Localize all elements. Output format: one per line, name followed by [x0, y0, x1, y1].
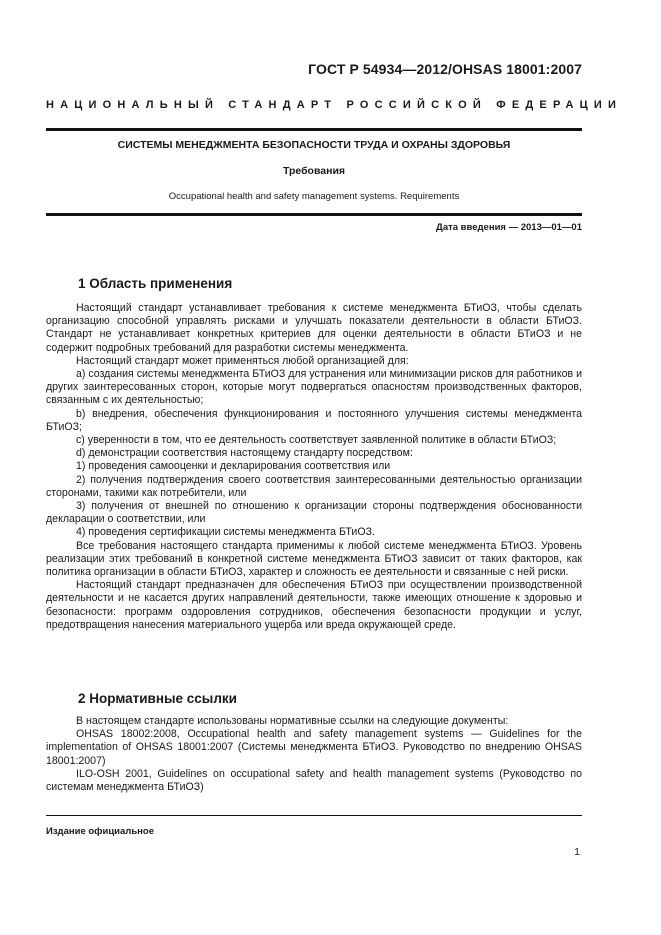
list-item: 4) проведения сертификации системы менеджмента БТиОЗ. [76, 526, 375, 539]
official-edition-label: Издание официальное [46, 826, 154, 837]
list-item: а) создания системы менеджмента БТиОЗ для устранения или минимизации рисков для работников и других заинтересованных сторон, которые могут подвергаться опасностям производственных факторов, связанным с их деятельностью; [46, 368, 582, 407]
list-item: c) уверенности в том, что ее деятельность соответствует заявленной политике в области БТиОЗ; [76, 434, 557, 447]
paragraph: В настоящем стандарте использованы нормативные ссылки на следующие документы: [76, 715, 509, 727]
national-standard-heading: НАЦИОНАЛЬНЫЙ СТАНДАРТ РОССИЙСКОЙ ФЕДЕРАЦИИ [46, 99, 623, 111]
english-title: Occupational health and safety management systems. Requirements [168, 191, 460, 202]
reference-item: ILO-OSH 2001, Guidelines on occupational safety and health management systems (Руководство по системам менеджмента БТиОЗ) [46, 767, 582, 794]
paragraph: Настоящий стандарт может применяться любой организацией для: [76, 354, 409, 367]
list-item: 3) получения от внешней по отношению к организации стороны подтверждения обоснованности декларации о соответствии, или [46, 500, 582, 526]
standard-title: СИСТЕМЫ МЕНЕДЖМЕНТА БЕЗОПАСНОСТИ ТРУДА И ОХРАНЫ ЗДОРОВЬЯ [117, 139, 511, 151]
title-bottom-rule [46, 213, 582, 216]
section-body-references [46, 715, 582, 794]
footer-rule [46, 815, 582, 816]
introduction-date: Дата введения — 2013—01—01 [436, 222, 582, 233]
section-heading-references: 2 Нормативные ссылки [78, 691, 237, 706]
section-body-scope [46, 302, 582, 632]
section-heading-scope: 1 Область применения [78, 276, 233, 291]
list-item: 2) получения подтверждения своего соответствия заинтересованными деятельностью организации сторонами, такими как потребители, или [46, 473, 582, 499]
reference-item: OHSAS 18002:2008, Occupational health and safety management systems — Guidelines for the implementation of OHSAS 18001:2007 (Системы менеджмента БТиОЗ. Руководство по внедрению OHSAS 18001:2007) [46, 728, 582, 767]
standard-subtitle: Требования [282, 165, 346, 177]
document-code: ГОСТ Р 54934—2012/OHSAS 18001:2007 [308, 61, 582, 77]
top-rule [46, 128, 582, 131]
paragraph: Настоящий стандарт предназначен для обеспечения БТиОЗ при осуществлении производственной деятельности и не касается других направлений деятельности, также имеющих отношение к здоровью и безопасности: программ оздоровления сотрудников, обеспечения безопасности продукции и услуг, предотвращения нанесения материального ущерба или вреда окружающей среде. [46, 579, 582, 631]
paragraph: Все требования настоящего стандарта применимы к любой системе менеджмента БТиОЗ. Уровень реализации этих требований в конкретной системе менеджмента БТиОЗ зависит от таких факторов, как политика организации в области БТиОЗ, характер и сложность ее деятельности и связанные с ней риски. [46, 539, 582, 579]
list-item: 1) проведения самооценки и декларирования соответствия или [76, 460, 391, 473]
paragraph: Настоящий стандарт устанавливает требования к системе менеджмента БТиОЗ, чтобы сделать организацию способной управлять рисками и улучшать показатели деятельности в области БТиОЗ. Стандарт не устанавливает конкретных критериев для оценки деятельности в области БТиОЗ и не содержит подробных требований для разработки системы менеджмента. [46, 302, 582, 354]
list-item: d) демонстрации соответствия настоящему стандарту посредством: [76, 447, 413, 460]
list-item: b) внедрения, обеспечения функционирования и постоянного улучшения системы менеджмента БТиОЗ; [46, 407, 582, 433]
page-number: 1 [574, 846, 580, 858]
